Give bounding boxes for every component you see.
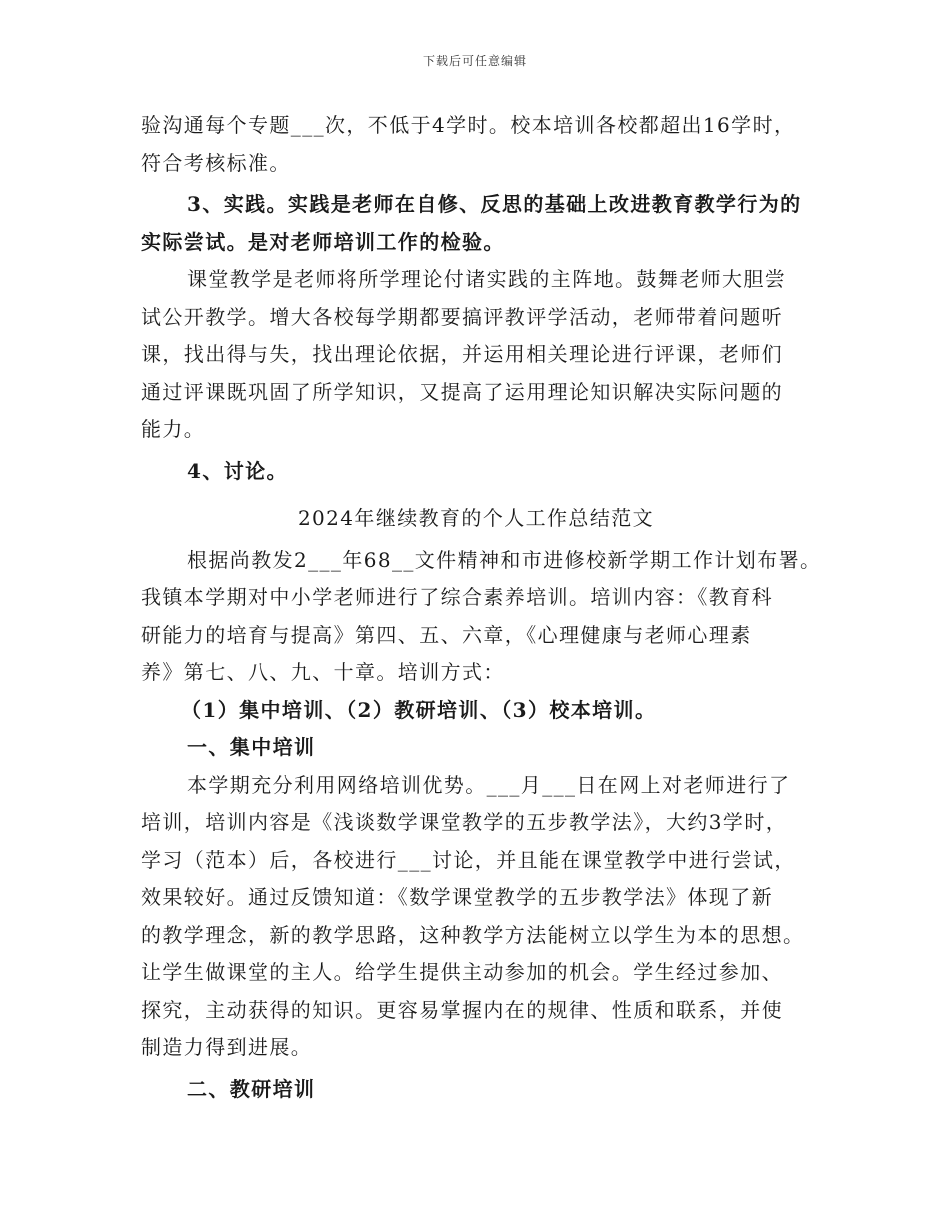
paragraph-line: 研能力的培育与提高》第四、五、六章，《心理健康与老师心理素	[141, 622, 752, 647]
paragraph-line: 根据尚教发2___年68__文件精神和市进修校新学期工作计划布署。	[187, 547, 822, 572]
document-title: 2024年继续教育的个人工作总结范文	[297, 506, 655, 530]
paragraph-line: 课堂教学是老师将所学理论付诸实践的主阵地。鼓舞老师大胆尝	[187, 267, 787, 291]
paragraph-line: 培训，培训内容是《浅谈数学课堂教学的五步教学法》，大约3学时，	[141, 810, 788, 834]
section-heading-research-training: 二、教研培训	[187, 1076, 316, 1101]
paragraph-line: 符合考核标准。	[141, 150, 291, 175]
paragraph-line: 本学期充分利用网络培训优势。___月___日在网上对老师进行了	[187, 772, 791, 797]
paragraph-line: 制造力得到进展。	[141, 1035, 313, 1059]
training-methods-list: （1）集中培训、（2）教研培训、（3）校本培训。	[181, 697, 657, 722]
paragraph-line: 学习（范本）后，各校进行___讨论，并且能在课堂教学中进行尝试，	[141, 847, 796, 872]
paragraph-line: 我镇本学期对中小学老师进行了综合素养培训。培训内容：《教育科	[141, 585, 773, 609]
paragraph-line: 试公开教学。增大各校每学期都要搞评教评学活动，老师带着问题听	[141, 304, 783, 329]
paragraph-line: 探究，主动获得的知识。更容易掌握内在的规律、性质和联系，并使	[141, 997, 783, 1022]
paragraph-line: 的教学理念，新的教学思路，这种教学方法能树立以学生为本的思想。	[141, 922, 805, 947]
section-heading-discussion: 4、讨论。	[187, 458, 288, 483]
paragraph-line: 养》第七、八、九、十章。培训方式：	[141, 660, 505, 684]
section-heading-centralized-training: 一、集中培训	[187, 735, 316, 759]
section-heading-practice: 3、实践。实践是老师在自修、反思的基础上改进教育教学行为的	[187, 192, 802, 216]
paragraph-line: 验沟通每个专题___次，不低于4学时。校本培训各校都超出16学时，	[141, 113, 796, 137]
paragraph-line: 效果较好。通过反馈知道：《数学课堂教学的五步教学法》体现了新	[141, 885, 773, 909]
paragraph-line: 让学生做课堂的主人。给学生提供主动参加的机会。学生经过参加、	[141, 960, 783, 984]
paragraph-line: 通过评课既巩固了所学知识，又提高了运用理论知识解决实际问题的	[141, 379, 783, 404]
section-heading-practice-cont: 实际尝试。是对老师培训工作的检验。	[141, 229, 505, 254]
paragraph-line: 能力。	[141, 417, 206, 441]
page-header: 下载后可任意编辑	[422, 54, 527, 68]
document-body	[141, 107, 822, 1108]
paragraph-line: 课，找出得与失，找出理论依据，并运用相关理论进行评课，老师们	[141, 342, 783, 366]
